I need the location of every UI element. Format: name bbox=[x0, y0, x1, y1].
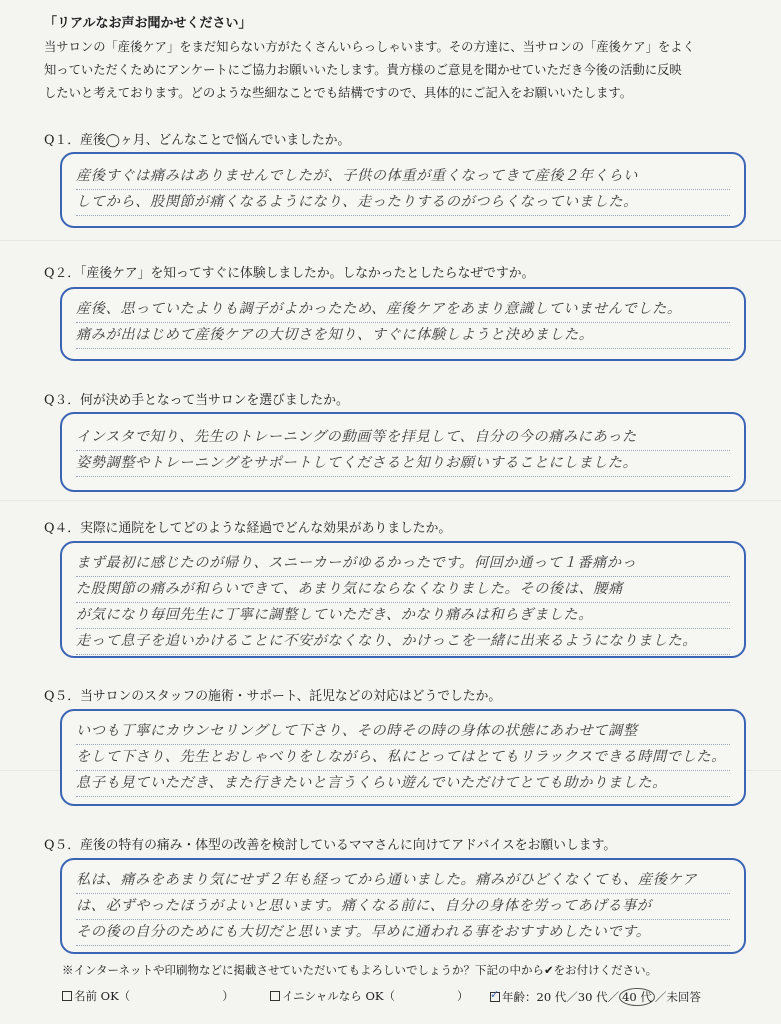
question-3-label: Q３．何が決め手となって当サロンを選びましたか。 bbox=[44, 393, 349, 408]
answer-box-4[interactable] bbox=[60, 541, 746, 658]
name-ok-option[interactable] bbox=[62, 988, 234, 1004]
question-2-label: Q２．「産後ケア」を知ってすぐに体験しましたか。しなかったとしたらなぜですか。 bbox=[44, 266, 535, 281]
initial-ok-label: イニシャルなら OK（ bbox=[282, 989, 395, 1003]
intro-line: 当サロンの「産後ケア」をまだ知らない方がたくさんいらっしゃいます。その方達に、当サロンの「産後ケア」をよく bbox=[44, 40, 695, 54]
answer-line: 私は、痛みをあまり気にせず２年も経ってから通いました。痛みがひどくなくても、産後ケア bbox=[76, 868, 730, 894]
answer-line: 産後、思っていたよりも調子がよかったため、産後ケアをあまり意識していませんでした。 bbox=[76, 297, 730, 323]
page-title: 「リアルなお声お聞かせください」 bbox=[44, 16, 252, 31]
answer-line: インスタで知り、先生のトレーニングの動画等を拝見して、自分の今の痛みにあった bbox=[76, 425, 730, 451]
answer-line: 痛みが出はじめて産後ケアの大切さを知り、すぐに体験しようと決めました。 bbox=[76, 323, 730, 349]
age-20[interactable]: 20 代 bbox=[536, 990, 567, 1004]
age-checkbox[interactable] bbox=[490, 992, 500, 1002]
initial-ok-checkbox[interactable] bbox=[270, 991, 280, 1001]
answer-box-6[interactable] bbox=[60, 858, 746, 954]
answer-box-5[interactable] bbox=[60, 709, 746, 806]
question-1-label: Q１．産後◯ヶ月、どんなことで悩んでいましたか。 bbox=[44, 133, 351, 148]
question-5-label: Q５．当サロンのスタッフの施術・サポート、託児などの対応はどうでしたか。 bbox=[44, 689, 502, 704]
answer-line: 姿勢調整やトレーニングをサポートしてくださると知りお願いすることにしました。 bbox=[76, 451, 730, 477]
intro-line: 知っていただくためにアンケートにご協力お願いいたします。貴方様のご意見を聞かせていただき今後の活動に反映 bbox=[44, 63, 682, 77]
answer-line: が気になり毎回先生に丁寧に調整していただき、かなり痛みは和らぎました。 bbox=[76, 603, 730, 629]
age-separator: ／ bbox=[566, 990, 578, 1004]
question-4-label: Q４．実際に通院をしてどのような経過でどんな効果がありましたか。 bbox=[44, 521, 452, 536]
answer-box-3[interactable] bbox=[60, 412, 746, 492]
age-30[interactable]: 30 代 bbox=[577, 990, 608, 1004]
answer-line: 息子も見ていただき、また行きたいと言うくらい遊んでいただけてとても助かりました。 bbox=[76, 771, 730, 797]
paper-fold-line bbox=[0, 500, 781, 501]
age-separator: ／ bbox=[607, 990, 620, 1004]
age-none[interactable]: 未回答 bbox=[666, 990, 701, 1004]
answer-line: は、必ずやったほうがよいと思います。痛くなる前に、自分の身体を労ってあげる事が bbox=[76, 894, 730, 920]
answer-box-1[interactable] bbox=[60, 152, 746, 228]
question-6-label: Q５．産後の特有の痛み・体型の改善を検討しているママさんに向けてアドバイスをお願いします。 bbox=[44, 838, 617, 853]
intro-text bbox=[44, 36, 744, 105]
answer-line: まず最初に感じたのが帰り、スニーカーがゆるかったです。何回か通って１番痛かっ bbox=[76, 551, 730, 577]
answer-line: 産後すぐは痛みはありませんでしたが、子供の体重が重くなってきて産後２年くらい bbox=[76, 164, 730, 190]
answer-line: をして下さり、先生とおしゃべりをしながら、私にとってはとてもリラックスできる時間でした。 bbox=[76, 745, 730, 771]
answer-line: いつも丁寧にカウンセリングして下さり、その時その時の身体の状態にあわせて調整 bbox=[76, 719, 730, 745]
answer-box-2[interactable] bbox=[60, 287, 746, 361]
answer-line: その後の自分のためにも大切だと思います。早めに通われる事をおすすめしたいです。 bbox=[76, 920, 730, 946]
publication-consent-note: ※インターネットや印刷物などに掲載させていただいてもよろしいでしょうか？下記の中から✔をお付けください。 bbox=[62, 963, 658, 977]
answer-line: た股関節の痛みが和らいできて、あまり気にならなくなりました。その後は、腰痛 bbox=[76, 577, 730, 603]
answer-line: 走って息子を追いかけることに不安がなくなり、かけっこを一緒に出来るようになりました。 bbox=[76, 629, 730, 655]
name-ok-checkbox[interactable] bbox=[62, 991, 72, 1001]
initial-ok-close: ） bbox=[456, 989, 469, 1003]
age-separator: ／ bbox=[654, 990, 667, 1004]
age-40-selected[interactable]: 40 代 bbox=[619, 988, 655, 1006]
answer-line: してから、股関節が痛くなるようになり、走ったりするのがつらくなっていました。 bbox=[76, 190, 730, 216]
name-ok-close: ） bbox=[222, 989, 234, 1003]
age-label: 年齢： bbox=[502, 990, 537, 1004]
name-ok-label: 名前 OK（ bbox=[74, 989, 131, 1003]
intro-line: したいと考えております。どのような些細なことでも結構ですので、具体的にご記入をお願いいたします。 bbox=[44, 86, 633, 100]
paper-fold-line bbox=[0, 240, 781, 241]
age-option[interactable] bbox=[490, 988, 701, 1006]
initial-ok-option[interactable] bbox=[270, 988, 468, 1004]
